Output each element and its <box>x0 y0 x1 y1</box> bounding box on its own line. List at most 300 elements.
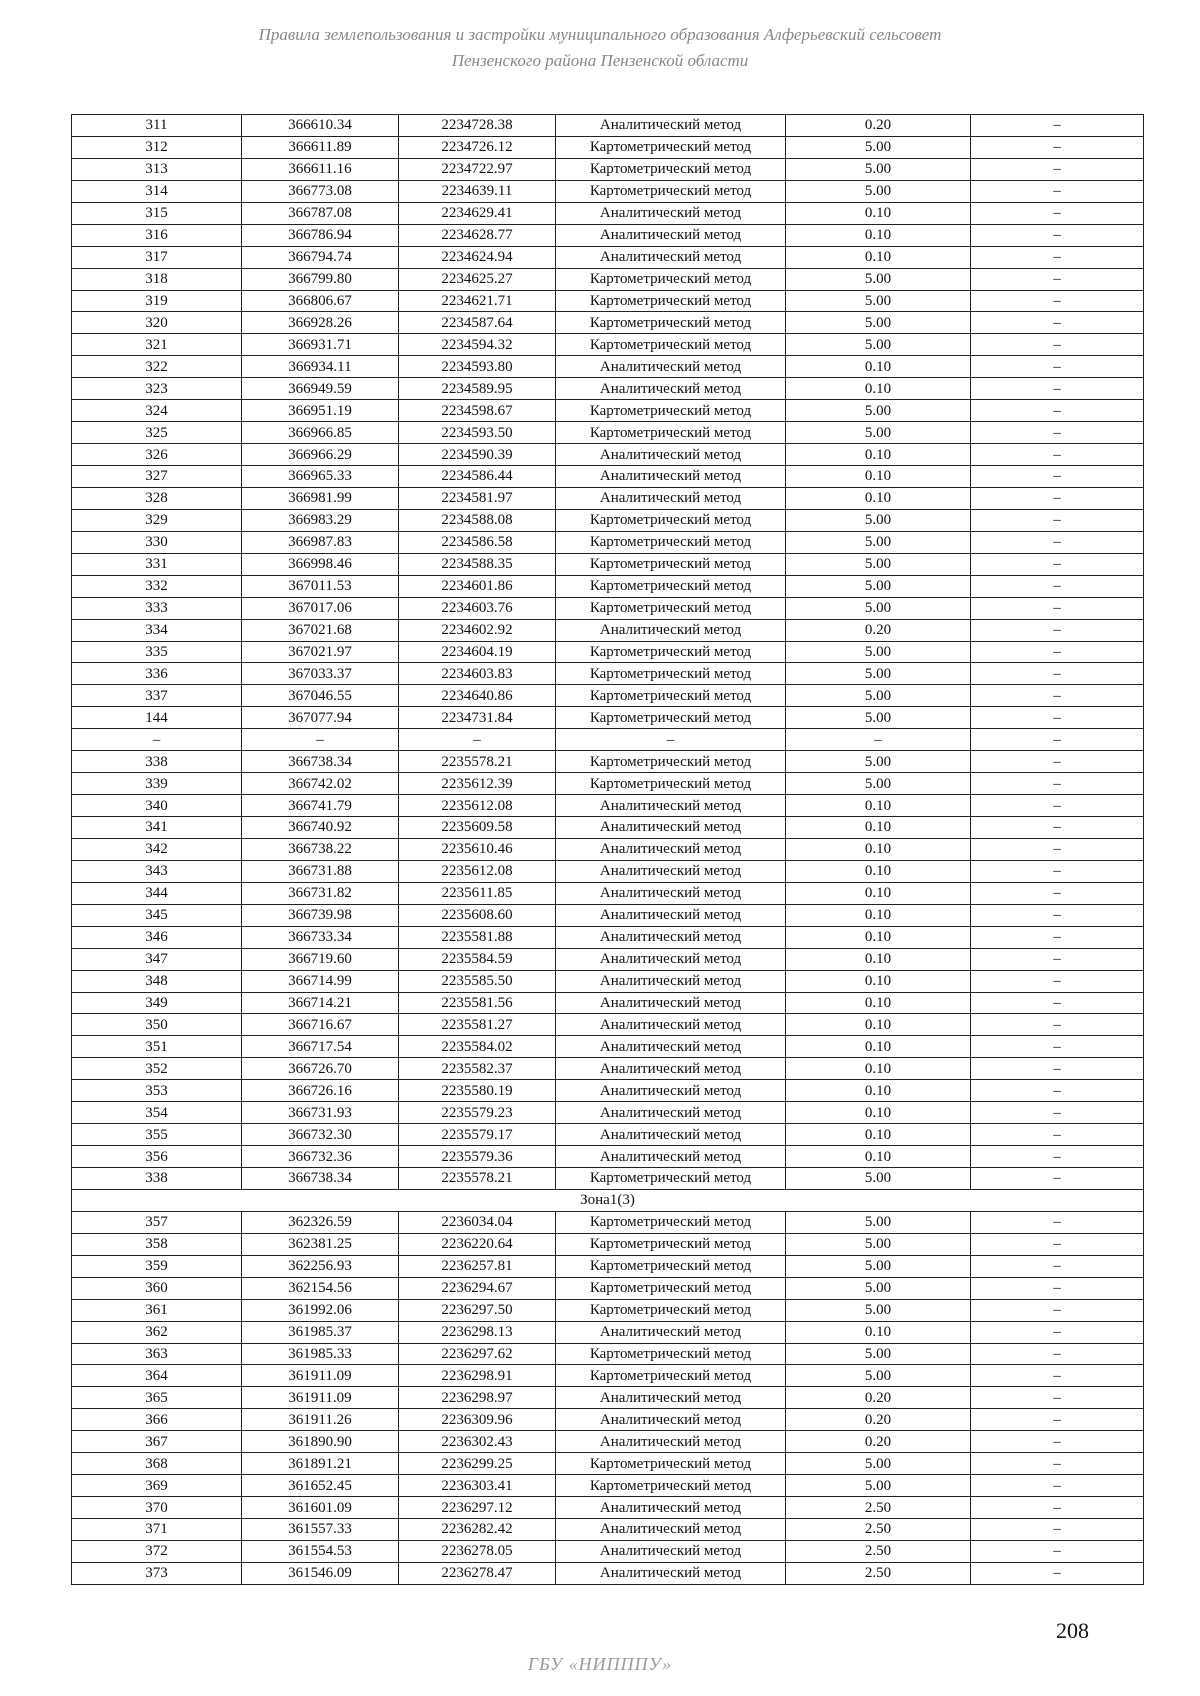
note-cell: – <box>971 1453 1144 1475</box>
y-coordinate-cell: 2235578.21 <box>399 1168 556 1190</box>
accuracy-cell: 2.50 <box>786 1497 971 1519</box>
point-number-cell: 329 <box>72 509 242 531</box>
note-cell: – <box>971 641 1144 663</box>
x-coordinate-cell: 361546.09 <box>242 1562 399 1584</box>
y-coordinate-cell: 2234589.95 <box>399 378 556 400</box>
note-cell: – <box>971 531 1144 553</box>
method-cell: Аналитический метод <box>556 466 786 488</box>
point-number-cell: 338 <box>72 1168 242 1190</box>
y-coordinate-cell: 2234587.64 <box>399 312 556 334</box>
method-cell: Картометрический метод <box>556 553 786 575</box>
method-cell: Картометрический метод <box>556 400 786 422</box>
x-coordinate-cell: 366739.98 <box>242 904 399 926</box>
accuracy-cell: – <box>786 729 971 751</box>
note-cell: – <box>971 400 1144 422</box>
accuracy-cell: 5.00 <box>786 180 971 202</box>
method-cell: Аналитический метод <box>556 619 786 641</box>
x-coordinate-cell: 367021.97 <box>242 641 399 663</box>
note-cell: – <box>971 970 1144 992</box>
accuracy-cell: 0.10 <box>786 1058 971 1080</box>
table-row <box>72 992 1144 1014</box>
table-row <box>72 246 1144 268</box>
note-cell: – <box>971 444 1144 466</box>
point-number-cell: 347 <box>72 948 242 970</box>
method-cell: Картометрический метод <box>556 1255 786 1277</box>
note-cell: – <box>971 1146 1144 1168</box>
method-cell: – <box>556 729 786 751</box>
y-coordinate-cell: 2234594.32 <box>399 334 556 356</box>
accuracy-cell: 2.50 <box>786 1540 971 1562</box>
accuracy-cell: 0.10 <box>786 838 971 860</box>
x-coordinate-cell: 366731.93 <box>242 1102 399 1124</box>
point-number-cell: 344 <box>72 882 242 904</box>
note-cell: – <box>971 378 1144 400</box>
note-cell: – <box>971 180 1144 202</box>
note-cell: – <box>971 1014 1144 1036</box>
point-number-cell: 324 <box>72 400 242 422</box>
accuracy-cell: 2.50 <box>786 1562 971 1584</box>
point-number-cell: 365 <box>72 1387 242 1409</box>
method-cell: Картометрический метод <box>556 334 786 356</box>
accuracy-cell: 5.00 <box>786 1343 971 1365</box>
table-row <box>72 904 1144 926</box>
note-cell: – <box>971 773 1144 795</box>
x-coordinate-cell: 367021.68 <box>242 619 399 641</box>
y-coordinate-cell: 2234629.41 <box>399 202 556 224</box>
accuracy-cell: 5.00 <box>786 531 971 553</box>
accuracy-cell: 5.00 <box>786 663 971 685</box>
accuracy-cell: 0.10 <box>786 817 971 839</box>
x-coordinate-cell: 366799.80 <box>242 268 399 290</box>
note-cell: – <box>971 356 1144 378</box>
method-cell: Аналитический метод <box>556 1036 786 1058</box>
table-row <box>72 817 1144 839</box>
point-number-cell: 372 <box>72 1540 242 1562</box>
y-coordinate-cell: 2236298.13 <box>399 1321 556 1343</box>
point-number-cell: 144 <box>72 707 242 729</box>
method-cell: Аналитический метод <box>556 948 786 970</box>
note-cell: – <box>971 1409 1144 1431</box>
x-coordinate-cell: 366931.71 <box>242 334 399 356</box>
method-cell: Аналитический метод <box>556 926 786 948</box>
y-coordinate-cell: 2234639.11 <box>399 180 556 202</box>
method-cell: Картометрический метод <box>556 158 786 180</box>
method-cell: Картометрический метод <box>556 1168 786 1190</box>
method-cell: Аналитический метод <box>556 1387 786 1409</box>
note-cell: – <box>971 1277 1144 1299</box>
y-coordinate-cell: 2234603.83 <box>399 663 556 685</box>
table-row <box>72 356 1144 378</box>
y-coordinate-cell: 2234640.86 <box>399 685 556 707</box>
table-row <box>72 838 1144 860</box>
method-cell: Аналитический метод <box>556 1540 786 1562</box>
point-number-cell: 336 <box>72 663 242 685</box>
point-number-cell: 326 <box>72 444 242 466</box>
method-cell: Аналитический метод <box>556 1102 786 1124</box>
point-number-cell: 332 <box>72 575 242 597</box>
x-coordinate-cell: – <box>242 729 399 751</box>
method-cell: Аналитический метод <box>556 1014 786 1036</box>
accuracy-cell: 0.10 <box>786 926 971 948</box>
y-coordinate-cell: 2234604.19 <box>399 641 556 663</box>
x-coordinate-cell: 367046.55 <box>242 685 399 707</box>
note-cell: – <box>971 1168 1144 1190</box>
zone-label: Зона1(3) <box>72 1189 1144 1211</box>
x-coordinate-cell: 362154.56 <box>242 1277 399 1299</box>
x-coordinate-cell: 362381.25 <box>242 1233 399 1255</box>
note-cell: – <box>971 553 1144 575</box>
y-coordinate-cell: 2235584.59 <box>399 948 556 970</box>
accuracy-cell: 5.00 <box>786 1453 971 1475</box>
y-coordinate-cell: 2236298.97 <box>399 1387 556 1409</box>
accuracy-cell: 5.00 <box>786 1365 971 1387</box>
table-row <box>72 882 1144 904</box>
y-coordinate-cell: 2235612.08 <box>399 860 556 882</box>
point-number-cell: 353 <box>72 1080 242 1102</box>
accuracy-cell: 0.10 <box>786 1321 971 1343</box>
y-coordinate-cell: 2235581.88 <box>399 926 556 948</box>
x-coordinate-cell: 366714.99 <box>242 970 399 992</box>
method-cell: Аналитический метод <box>556 487 786 509</box>
y-coordinate-cell: 2235581.27 <box>399 1014 556 1036</box>
note-cell: – <box>971 1321 1144 1343</box>
accuracy-cell: 0.10 <box>786 795 971 817</box>
accuracy-cell: 5.00 <box>786 290 971 312</box>
method-cell: Картометрический метод <box>556 707 786 729</box>
x-coordinate-cell: 361911.09 <box>242 1365 399 1387</box>
method-cell: Аналитический метод <box>556 115 786 137</box>
table-row <box>72 970 1144 992</box>
note-cell: – <box>971 1475 1144 1497</box>
y-coordinate-cell: 2234726.12 <box>399 136 556 158</box>
method-cell: Картометрический метод <box>556 1453 786 1475</box>
table-row <box>72 1431 1144 1453</box>
method-cell: Аналитический метод <box>556 992 786 1014</box>
point-number-cell: 317 <box>72 246 242 268</box>
note-cell: – <box>971 246 1144 268</box>
point-number-cell: 371 <box>72 1519 242 1541</box>
point-number-cell: 345 <box>72 904 242 926</box>
table-row <box>72 860 1144 882</box>
method-cell: Картометрический метод <box>556 575 786 597</box>
table-row <box>72 1562 1144 1584</box>
note-cell: – <box>971 136 1144 158</box>
accuracy-cell: 5.00 <box>786 1211 971 1233</box>
note-cell: – <box>971 685 1144 707</box>
y-coordinate-cell: 2235611.85 <box>399 882 556 904</box>
method-cell: Картометрический метод <box>556 422 786 444</box>
table-row <box>72 531 1144 553</box>
point-number-cell: 335 <box>72 641 242 663</box>
accuracy-cell: 5.00 <box>786 334 971 356</box>
table-row <box>72 1409 1144 1431</box>
point-number-cell: 354 <box>72 1102 242 1124</box>
note-cell: – <box>971 1255 1144 1277</box>
point-number-cell: 337 <box>72 685 242 707</box>
method-cell: Аналитический метод <box>556 1321 786 1343</box>
point-number-cell: 330 <box>72 531 242 553</box>
method-cell: Картометрический метод <box>556 1233 786 1255</box>
coordinates-table <box>71 114 1144 1585</box>
note-cell: – <box>971 926 1144 948</box>
table-row <box>72 400 1144 422</box>
accuracy-cell: 0.10 <box>786 860 971 882</box>
method-cell: Аналитический метод <box>556 378 786 400</box>
point-number-cell: 364 <box>72 1365 242 1387</box>
method-cell: Аналитический метод <box>556 817 786 839</box>
note-cell: – <box>971 817 1144 839</box>
point-number-cell: 360 <box>72 1277 242 1299</box>
y-coordinate-cell: 2234586.44 <box>399 466 556 488</box>
table-row <box>72 948 1144 970</box>
accuracy-cell: 5.00 <box>786 575 971 597</box>
table-row <box>72 1497 1144 1519</box>
x-coordinate-cell: 366966.29 <box>242 444 399 466</box>
accuracy-cell: 0.10 <box>786 466 971 488</box>
table-row <box>72 1299 1144 1321</box>
point-number-cell: – <box>72 729 242 751</box>
accuracy-cell: 0.10 <box>786 487 971 509</box>
x-coordinate-cell: 367017.06 <box>242 597 399 619</box>
table-row <box>72 707 1144 729</box>
method-cell: Картометрический метод <box>556 290 786 312</box>
table-row <box>72 1519 1144 1541</box>
method-cell: Аналитический метод <box>556 795 786 817</box>
x-coordinate-cell: 361554.53 <box>242 1540 399 1562</box>
page-number: 208 <box>1056 1618 1089 1643</box>
method-cell: Аналитический метод <box>556 1080 786 1102</box>
note-cell: – <box>971 882 1144 904</box>
y-coordinate-cell: 2234621.71 <box>399 290 556 312</box>
accuracy-cell: 5.00 <box>786 1168 971 1190</box>
note-cell: – <box>971 1365 1144 1387</box>
accuracy-cell: 0.10 <box>786 1124 971 1146</box>
note-cell: – <box>971 1431 1144 1453</box>
y-coordinate-cell: 2235585.50 <box>399 970 556 992</box>
x-coordinate-cell: 366738.34 <box>242 751 399 773</box>
method-cell: Аналитический метод <box>556 1562 786 1584</box>
y-coordinate-cell: 2234728.38 <box>399 115 556 137</box>
point-number-cell: 358 <box>72 1233 242 1255</box>
y-coordinate-cell: 2234602.92 <box>399 619 556 641</box>
point-number-cell: 369 <box>72 1475 242 1497</box>
y-coordinate-cell: 2234722.97 <box>399 158 556 180</box>
point-number-cell: 368 <box>72 1453 242 1475</box>
page-header <box>0 22 1200 74</box>
y-coordinate-cell: 2235579.23 <box>399 1102 556 1124</box>
method-cell: Картометрический метод <box>556 509 786 531</box>
note-cell: – <box>971 904 1144 926</box>
method-cell: Картометрический метод <box>556 1277 786 1299</box>
table-row <box>72 378 1144 400</box>
table-row <box>72 487 1144 509</box>
y-coordinate-cell: 2236309.96 <box>399 1409 556 1431</box>
note-cell: – <box>971 290 1144 312</box>
y-coordinate-cell: 2236034.04 <box>399 1211 556 1233</box>
method-cell: Картометрический метод <box>556 685 786 707</box>
x-coordinate-cell: 366742.02 <box>242 773 399 795</box>
x-coordinate-cell: 366716.67 <box>242 1014 399 1036</box>
y-coordinate-cell: 2234588.08 <box>399 509 556 531</box>
accuracy-cell: 0.20 <box>786 115 971 137</box>
table-row <box>72 773 1144 795</box>
accuracy-cell: 0.20 <box>786 1409 971 1431</box>
point-number-cell: 361 <box>72 1299 242 1321</box>
x-coordinate-cell: 366949.59 <box>242 378 399 400</box>
table-row <box>72 751 1144 773</box>
coordinates-table-body <box>72 115 1144 1585</box>
point-number-cell: 341 <box>72 817 242 839</box>
point-number-cell: 322 <box>72 356 242 378</box>
point-number-cell: 366 <box>72 1409 242 1431</box>
point-number-cell: 311 <box>72 115 242 137</box>
table-row <box>72 597 1144 619</box>
method-cell: Аналитический метод <box>556 838 786 860</box>
point-number-cell: 325 <box>72 422 242 444</box>
x-coordinate-cell: 366611.89 <box>242 136 399 158</box>
note-cell: – <box>971 1080 1144 1102</box>
note-cell: – <box>971 751 1144 773</box>
table-row <box>72 1475 1144 1497</box>
x-coordinate-cell: 366738.22 <box>242 838 399 860</box>
y-coordinate-cell: 2235612.08 <box>399 795 556 817</box>
table-row <box>72 1387 1144 1409</box>
table-row <box>72 1058 1144 1080</box>
point-number-cell: 352 <box>72 1058 242 1080</box>
y-coordinate-cell: 2235581.56 <box>399 992 556 1014</box>
table-row <box>72 1233 1144 1255</box>
point-number-cell: 359 <box>72 1255 242 1277</box>
method-cell: Картометрический метод <box>556 663 786 685</box>
y-coordinate-cell: 2236294.67 <box>399 1277 556 1299</box>
y-coordinate-cell: 2234625.27 <box>399 268 556 290</box>
y-coordinate-cell: 2236257.81 <box>399 1255 556 1277</box>
x-coordinate-cell: 361911.26 <box>242 1409 399 1431</box>
accuracy-cell: 0.10 <box>786 992 971 1014</box>
x-coordinate-cell: 361891.21 <box>242 1453 399 1475</box>
note-cell: – <box>971 948 1144 970</box>
table-row <box>72 1365 1144 1387</box>
table-row <box>72 1343 1144 1365</box>
note-cell: – <box>971 1102 1144 1124</box>
y-coordinate-cell: 2236297.50 <box>399 1299 556 1321</box>
method-cell: Картометрический метод <box>556 180 786 202</box>
point-number-cell: 316 <box>72 224 242 246</box>
method-cell: Аналитический метод <box>556 1146 786 1168</box>
accuracy-cell: 5.00 <box>786 158 971 180</box>
point-number-cell: 348 <box>72 970 242 992</box>
accuracy-cell: 0.10 <box>786 202 971 224</box>
x-coordinate-cell: 366738.34 <box>242 1168 399 1190</box>
table-row <box>72 290 1144 312</box>
table-row <box>72 1124 1144 1146</box>
accuracy-cell: 5.00 <box>786 1255 971 1277</box>
x-coordinate-cell: 366966.85 <box>242 422 399 444</box>
method-cell: Аналитический метод <box>556 1058 786 1080</box>
point-number-cell: 333 <box>72 597 242 619</box>
table-row <box>72 312 1144 334</box>
note-cell: – <box>971 224 1144 246</box>
x-coordinate-cell: 366733.34 <box>242 926 399 948</box>
method-cell: Картометрический метод <box>556 597 786 619</box>
note-cell: – <box>971 1299 1144 1321</box>
note-cell: – <box>971 663 1144 685</box>
y-coordinate-cell: 2235608.60 <box>399 904 556 926</box>
point-number-cell: 340 <box>72 795 242 817</box>
table-row <box>72 136 1144 158</box>
accuracy-cell: 0.10 <box>786 1102 971 1124</box>
accuracy-cell: 5.00 <box>786 136 971 158</box>
note-cell: – <box>971 838 1144 860</box>
note-cell: – <box>971 115 1144 137</box>
method-cell: Аналитический метод <box>556 1124 786 1146</box>
note-cell: – <box>971 1343 1144 1365</box>
y-coordinate-cell: 2235582.37 <box>399 1058 556 1080</box>
x-coordinate-cell: 366965.33 <box>242 466 399 488</box>
table-row <box>72 1168 1144 1190</box>
method-cell: Картометрический метод <box>556 1475 786 1497</box>
x-coordinate-cell: 366934.11 <box>242 356 399 378</box>
method-cell: Аналитический метод <box>556 444 786 466</box>
method-cell: Картометрический метод <box>556 136 786 158</box>
accuracy-cell: 5.00 <box>786 400 971 422</box>
x-coordinate-cell: 366987.83 <box>242 531 399 553</box>
table-row <box>72 1080 1144 1102</box>
method-cell: Аналитический метод <box>556 246 786 268</box>
y-coordinate-cell: 2236297.62 <box>399 1343 556 1365</box>
header-line-2: Пензенского района Пензенской области <box>451 51 749 70</box>
x-coordinate-cell: 366717.54 <box>242 1036 399 1058</box>
point-number-cell: 351 <box>72 1036 242 1058</box>
x-coordinate-cell: 362256.93 <box>242 1255 399 1277</box>
accuracy-cell: 5.00 <box>786 597 971 619</box>
y-coordinate-cell: 2236303.41 <box>399 1475 556 1497</box>
accuracy-cell: 0.20 <box>786 1431 971 1453</box>
point-number-cell: 339 <box>72 773 242 795</box>
method-cell: Аналитический метод <box>556 860 786 882</box>
note-cell: – <box>971 1211 1144 1233</box>
note-cell: – <box>971 509 1144 531</box>
accuracy-cell: 0.10 <box>786 378 971 400</box>
method-cell: Аналитический метод <box>556 882 786 904</box>
x-coordinate-cell: 367011.53 <box>242 575 399 597</box>
method-cell: Аналитический метод <box>556 356 786 378</box>
x-coordinate-cell: 366610.34 <box>242 115 399 137</box>
point-number-cell: 373 <box>72 1562 242 1584</box>
note-cell: – <box>971 1497 1144 1519</box>
y-coordinate-cell: 2236278.47 <box>399 1562 556 1584</box>
accuracy-cell: 5.00 <box>786 422 971 444</box>
table-row <box>72 224 1144 246</box>
point-number-cell: 321 <box>72 334 242 356</box>
x-coordinate-cell: 366740.92 <box>242 817 399 839</box>
x-coordinate-cell: 367033.37 <box>242 663 399 685</box>
x-coordinate-cell: 366731.88 <box>242 860 399 882</box>
point-number-cell: 342 <box>72 838 242 860</box>
x-coordinate-cell: 366719.60 <box>242 948 399 970</box>
point-number-cell: 312 <box>72 136 242 158</box>
table-row <box>72 1146 1144 1168</box>
table-row <box>72 1014 1144 1036</box>
table-row <box>72 202 1144 224</box>
note-cell: – <box>971 1036 1144 1058</box>
method-cell: Картометрический метод <box>556 531 786 553</box>
accuracy-cell: 0.10 <box>786 1146 971 1168</box>
y-coordinate-cell: 2236282.42 <box>399 1519 556 1541</box>
table-row <box>72 795 1144 817</box>
point-number-cell: 320 <box>72 312 242 334</box>
x-coordinate-cell: 367077.94 <box>242 707 399 729</box>
